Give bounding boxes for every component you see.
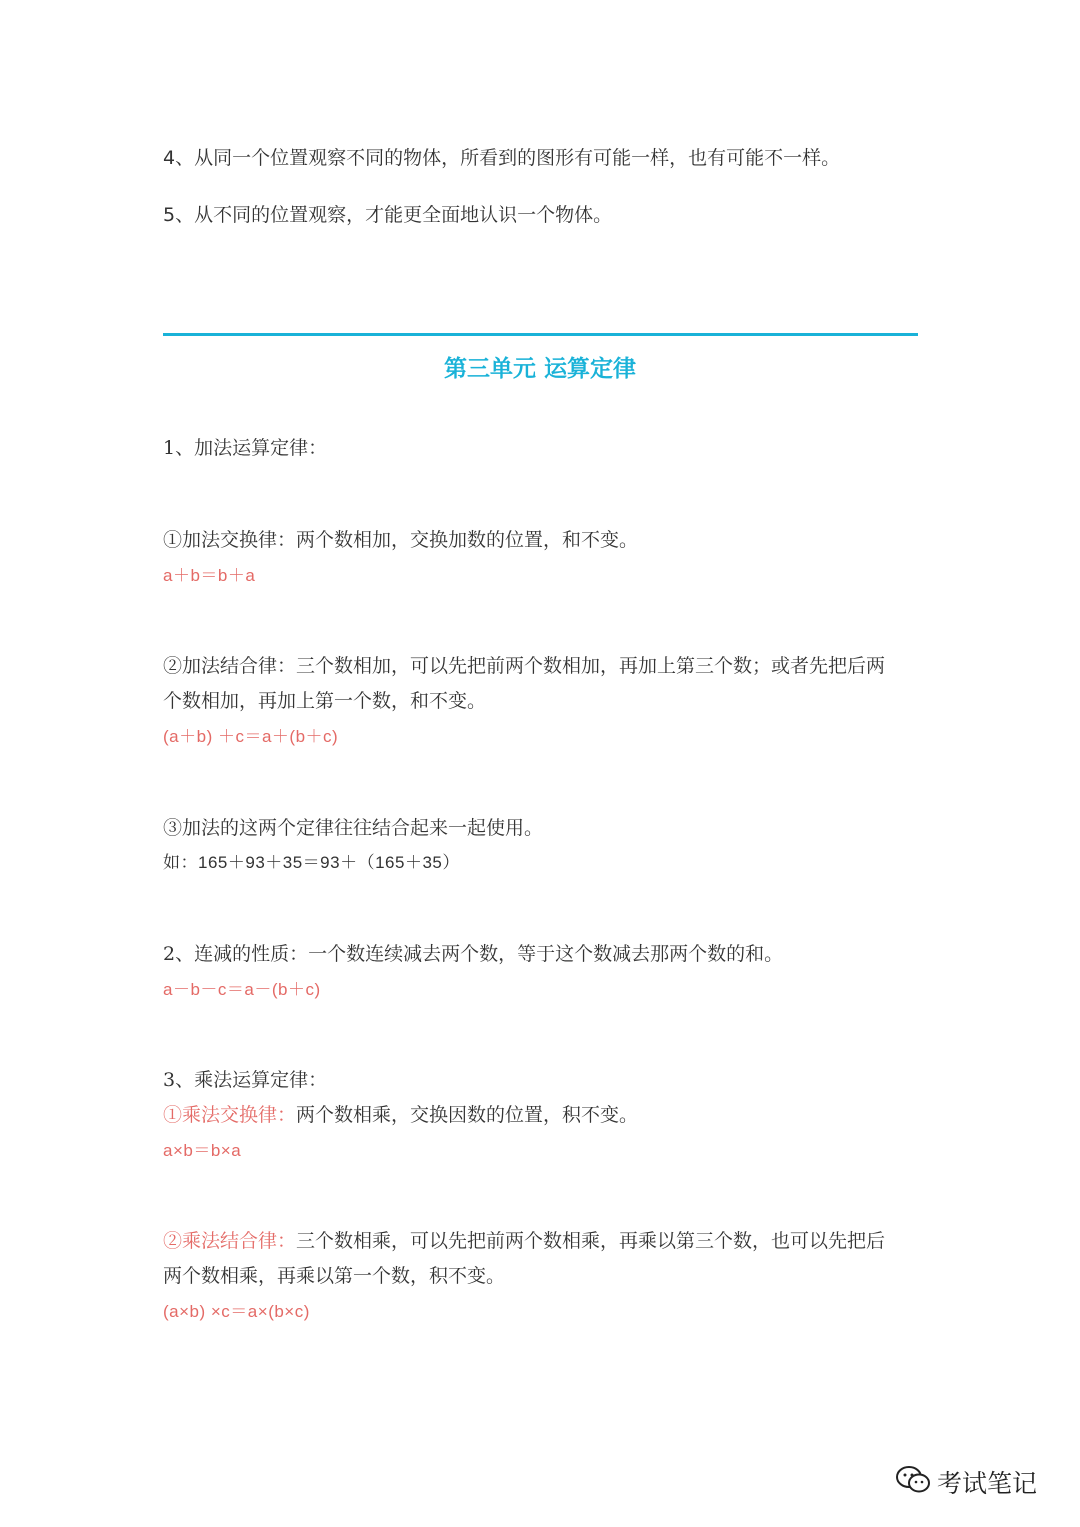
multiplication-commutative-text: 两个数相乘，交换因数的位置，积不变。 (296, 1104, 639, 1126)
section3-heading: 3、乘法运算定律： (163, 1069, 328, 1091)
continuous-subtraction (163, 941, 783, 967)
addition-commutative-formula: a＋b＝b＋a (163, 566, 256, 585)
multiplication-associative-line2: 两个数相乘，再乘以第一个数，积不变。 (163, 1265, 506, 1287)
watermark (895, 1460, 1037, 1504)
multiplication-associative-line1 (163, 1228, 885, 1254)
multiplication-associative-formula: (a×b) ×c＝a×(b×c) (163, 1302, 310, 1321)
unit-title: 第三单元 运算定律 (443, 356, 636, 382)
addition-associative-line1: ②加法结合律：三个数相加，可以先把前两个数相加，再加上第三个数；或者先把后两 (163, 655, 886, 677)
addition-combined-text: ③加法的这两个定律往往结合起来一起使用。 (163, 817, 544, 839)
section-divider (163, 333, 918, 336)
addition-combined-example: 如：165＋93＋35＝93＋（165＋35） (163, 853, 460, 872)
addition-associative-formula: (a＋b) ＋c＝a＋(b＋c) (163, 727, 339, 746)
addition-associative-line2: 个数相加，再加上第一个数，和不变。 (163, 690, 487, 712)
multiplication-associative-label: ②乘法结合律： (163, 1230, 297, 1252)
section1-heading: 1、加法运算定律： (163, 437, 328, 459)
multiplication-associative-text1: 三个数相乘，可以先把前两个数相乘，再乘以第三个数，也可以先把后 (296, 1230, 886, 1252)
wechat-icon (895, 1465, 931, 1499)
multiplication-commutative-formula: a×b＝b×a (163, 1141, 242, 1160)
addition-commutative-text: ①加法交换律：两个数相加，交换加数的位置，和不变。 (163, 529, 639, 551)
section2-label: 2、连减的性质： (163, 943, 309, 965)
watermark-text: 考试笔记 (937, 1469, 1038, 1498)
item-4: 4、从同一个位置观察不同的物体，所看到的图形有可能一样，也有可能不一样。 (163, 147, 841, 169)
multiplication-commutative-label: ①乘法交换律： (163, 1104, 297, 1126)
multiplication-commutative (163, 1102, 638, 1128)
item-5: 5、从不同的位置观察，才能更全面地认识一个物体。 (163, 204, 613, 226)
section2-text: 一个数连续减去两个数，等于这个数减去那两个数的和。 (308, 943, 784, 965)
continuous-subtraction-formula: a－b－c＝a－(b＋c) (163, 980, 321, 999)
